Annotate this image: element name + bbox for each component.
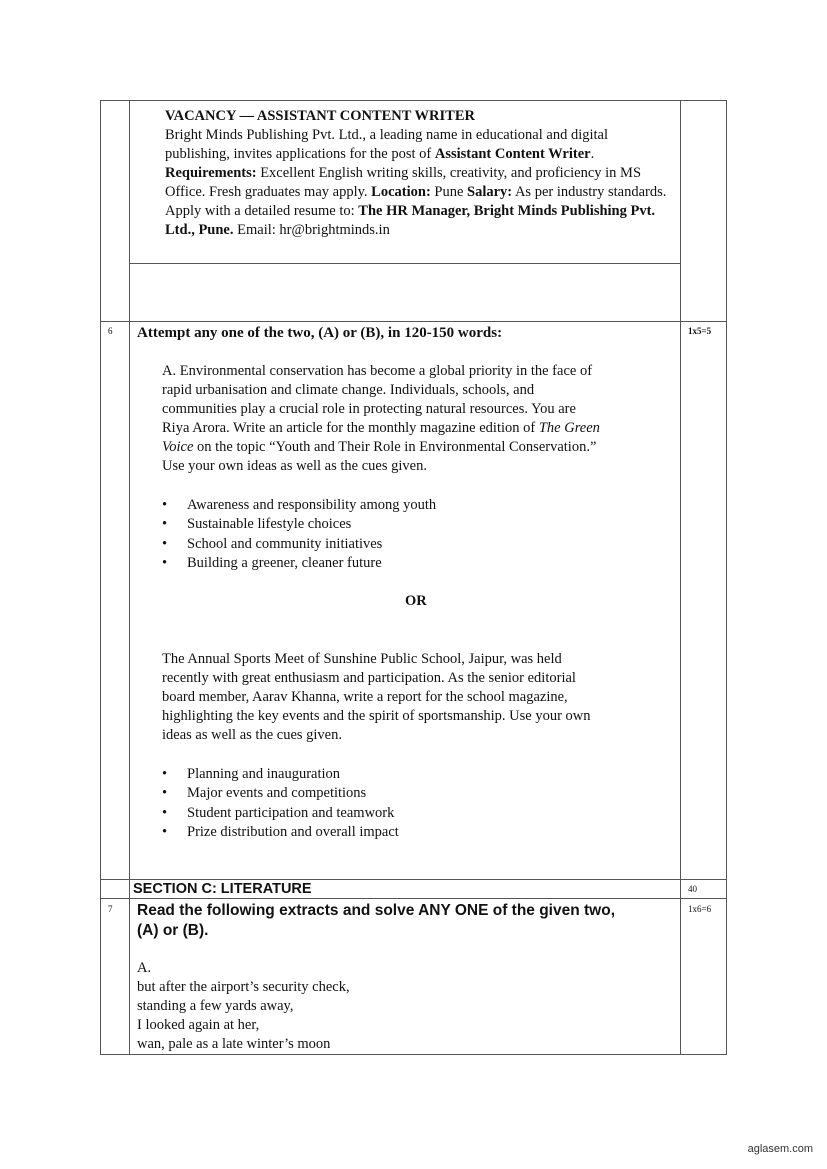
cue: • Major events and competitions xyxy=(162,784,399,803)
option-a-text: Voice on the topic “Youth and Their Role in Environmental Conservation.” xyxy=(162,439,597,455)
option-a-text: Riya Arora. Write an article for the monthly magazine edition of The Green xyxy=(162,420,600,436)
extract-line: I looked again at her, xyxy=(137,1017,260,1033)
table-border xyxy=(100,100,101,1055)
vacancy-line: Requirements: Excellent English writing skills, creativity, and proficiency in MS xyxy=(165,165,642,181)
extract-line: standing a few yards away, xyxy=(137,998,294,1014)
cue: • School and community initiatives xyxy=(162,535,436,554)
question-number: 6 xyxy=(108,326,113,336)
vacancy-title: VACANCY — ASSISTANT CONTENT WRITER xyxy=(165,108,475,124)
cue: • Planning and inauguration xyxy=(162,765,399,784)
option-b-text: highlighting the key events and the spirit of sportsmanship. Use your own xyxy=(162,708,591,724)
question-prompt: (A) or (B). xyxy=(137,922,209,939)
vacancy-line: Office. Fresh graduates may apply. Location: Pune Salary: As per industry standards. xyxy=(165,184,667,200)
cue: • Prize distribution and overall impact xyxy=(162,823,399,842)
question-number: 7 xyxy=(108,904,113,914)
table-border xyxy=(726,100,727,1055)
cue: • Building a greener, cleaner future xyxy=(162,554,436,573)
watermark: aglasem.com xyxy=(747,1143,813,1155)
option-a-text: rapid urbanisation and climate change. Individuals, schools, and xyxy=(162,382,535,398)
cue: • Student participation and teamwork xyxy=(162,804,399,823)
table-border xyxy=(129,263,681,264)
option-a-text: A. Environmental conservation has become a global priority in the face of xyxy=(162,363,593,379)
question-prompt: Attempt any one of the two, (A) or (B), in 120-150 words: xyxy=(137,325,503,341)
table-border xyxy=(100,1054,727,1055)
option-a-text: communities play a crucial role in protecting natural resources. You are xyxy=(162,401,576,417)
vacancy-line: Ltd., Pune. Email: hr@brightminds.in xyxy=(165,222,390,238)
cue: • Sustainable lifestyle choices xyxy=(162,515,436,534)
option-a-cues xyxy=(162,496,436,573)
section-title: SECTION C: LITERATURE xyxy=(133,881,312,897)
option-b-text: recently with great enthusiasm and participation. As the senior editorial xyxy=(162,670,576,686)
option-b-text: ideas as well as the cues given. xyxy=(162,727,342,743)
vacancy-line: publishing, invites applications for the post of Assistant Content Writer. xyxy=(165,146,595,162)
option-b-text: board member, Aarav Khanna, write a report for the school magazine, xyxy=(162,689,568,705)
option-b-cues xyxy=(162,765,399,842)
or-divider: OR xyxy=(405,593,427,609)
table-border xyxy=(100,321,727,322)
extract-line: but after the airport’s security check, xyxy=(137,979,350,995)
extract-label: A. xyxy=(137,960,152,976)
marks: 1x5=5 xyxy=(688,326,712,336)
marks: 1x6=6 xyxy=(688,904,712,914)
cue: • Awareness and responsibility among youth xyxy=(162,496,436,515)
question-prompt: Read the following extracts and solve ANY ONE of the given two, xyxy=(137,902,615,919)
vacancy-line: Apply with a detailed resume to: The HR Manager, Bright Minds Publishing Pvt. xyxy=(165,203,656,219)
option-b-text: The Annual Sports Meet of Sunshine Public School, Jaipur, was held xyxy=(162,651,562,667)
table-border xyxy=(680,100,681,1055)
section-marks: 40 xyxy=(688,884,697,894)
option-a-text: Use your own ideas as well as the cues given. xyxy=(162,458,427,474)
vacancy-line: Bright Minds Publishing Pvt. Ltd., a leading name in educational and digital xyxy=(165,127,609,143)
vacancy-notice xyxy=(130,101,680,263)
extract-line: wan, pale as a late winter’s moon xyxy=(137,1036,331,1052)
